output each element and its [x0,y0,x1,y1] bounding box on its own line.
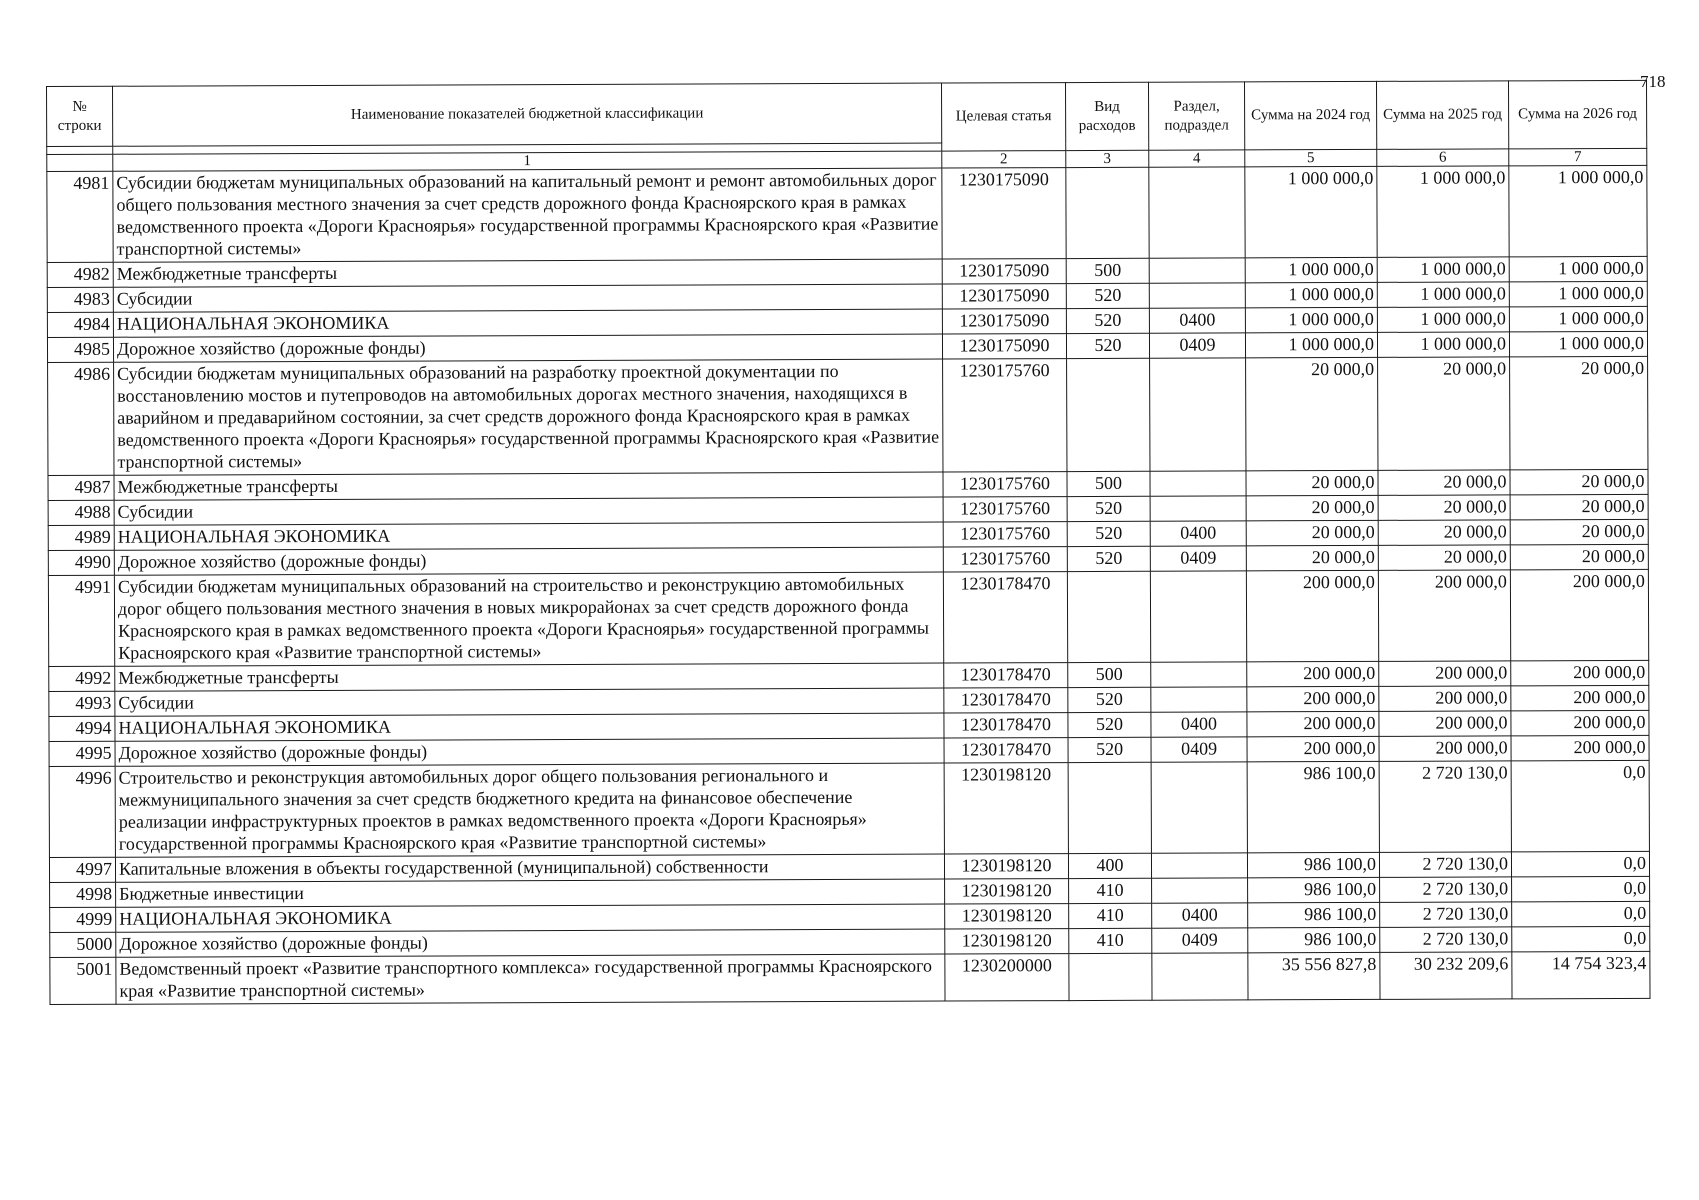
table-row [50,951,1650,1004]
row-target-code: 1230175760 [943,497,1067,522]
row-name: НАЦИОНАЛЬНАЯ ЭКОНОМИКА [116,904,945,932]
row-sum-2026: 200 000,0 [1511,685,1649,711]
row-name: Дорожное хозяйство (дорожные фонды) [113,334,942,362]
row-section: 0409 [1149,333,1245,358]
header-sum-2026: Сумма на 2026 год [1508,80,1646,149]
row-target-code: 1230178470 [944,738,1068,763]
row-sum-2025: 2 720 130,0 [1379,761,1511,853]
row-number: 4989 [48,525,114,550]
row-sum-2024: 200 000,0 [1247,686,1379,712]
row-sum-2026: 200 000,0 [1510,569,1648,661]
row-kind: 520 [1067,496,1150,521]
row-sum-2024: 20 000,0 [1246,470,1378,496]
row-sum-2026: 1 000 000,0 [1509,281,1647,307]
row-sum-2024: 1 000 000,0 [1245,166,1377,258]
row-kind: 410 [1069,928,1152,953]
row-kind: 520 [1067,546,1150,571]
row-name: Ведомственный проект «Развитие транспортного комплекса» государственной программы Красноярского края «Развитие транспортной системы» [116,954,945,1004]
row-number: 4992 [49,666,115,691]
row-sum-2025: 1 000 000,0 [1377,257,1509,283]
row-name: Субсидии [114,497,943,525]
row-sum-2025: 30 232 209,6 [1380,952,1512,1000]
row-name: Субсидии бюджетам муниципальных образований на капитальный ремонт и ремонт автомобильных дорог общего пользования местного значения за счет средств дорожного фонда Красноярского края в рамках ведомственного проекта «Дороги Красноярья» государственной программы Красноярского края «Развитие транспортной системы» [113,168,942,262]
row-number: 4981 [47,171,113,262]
row-target-code: 1230198120 [945,879,1069,904]
row-kind: 520 [1068,687,1151,712]
row-kind: 520 [1066,308,1149,333]
row-sum-2024: 1 000 000,0 [1245,257,1377,283]
row-sum-2024: 20 000,0 [1246,520,1378,546]
row-section [1150,471,1246,496]
row-name: НАЦИОНАЛЬНАЯ ЭКОНОМИКА [114,522,943,550]
row-kind [1068,762,1151,853]
row-sum-2024: 1 000 000,0 [1245,332,1377,358]
row-sum-2024: 1 000 000,0 [1245,282,1377,308]
row-target-code: 1230175090 [942,284,1066,309]
table-row [47,165,1647,262]
row-section: 0400 [1152,903,1248,928]
row-sum-2025: 200 000,0 [1379,711,1511,737]
row-target-code: 1230178470 [943,572,1067,663]
row-sum-2024: 200 000,0 [1247,711,1379,737]
row-sum-2024: 200 000,0 [1247,661,1379,687]
row-kind: 500 [1066,258,1149,283]
row-sum-2024: 35 556 827,8 [1248,952,1380,1000]
row-kind: 520 [1068,712,1151,737]
row-number: 4986 [48,362,114,475]
row-section: 0409 [1150,546,1246,571]
row-section: 0400 [1151,712,1247,737]
row-sum-2025: 1 000 000,0 [1377,307,1509,333]
row-sum-2025: 20 000,0 [1378,520,1510,546]
row-target-code: 1230178470 [944,713,1068,738]
row-sum-2026: 0,0 [1512,901,1650,927]
row-section [1152,953,1248,1000]
row-name: Дорожное хозяйство (дорожные фонды) [115,738,944,766]
row-target-code: 1230175760 [943,522,1067,547]
row-kind: 520 [1068,737,1151,762]
row-number: 4998 [50,882,116,907]
row-section [1150,571,1246,662]
row-section [1149,258,1245,283]
row-target-code: 1230200000 [945,954,1069,1001]
row-target-code: 1230198120 [944,763,1068,854]
row-kind: 500 [1068,662,1151,687]
row-sum-2026: 0,0 [1512,926,1650,952]
column-number: 6 [1377,149,1509,167]
row-number: 5001 [50,957,116,1004]
row-sum-2024: 20 000,0 [1246,495,1378,521]
header-section: Раздел, подраздел [1148,82,1244,150]
row-sum-2024: 986 100,0 [1248,927,1380,953]
row-number: 4993 [49,691,115,716]
row-sum-2025: 2 720 130,0 [1380,877,1512,903]
column-number [47,154,113,171]
row-number: 4984 [47,312,113,337]
row-name: Субсидии бюджетам муниципальных образований на строительство и реконструкцию автомобильных дорог общего пользования местного значения в новых микрорайонах за счет средств дорожного фонда Красноярского края в рамках ведомственного проекта «Дороги Красноярья» государственной программы Красноярского края «Развитие транспортной системы» [114,572,943,666]
row-name: Капитальные вложения в объекты государственной (муниципальной) собственности [115,854,944,882]
row-sum-2025: 1 000 000,0 [1377,282,1509,308]
row-name: Межбюджетные трансферты [115,663,944,691]
row-name: Дорожное хозяйство (дорожные фонды) [116,929,945,957]
table-row [48,356,1648,475]
row-sum-2026: 20 000,0 [1510,544,1648,570]
budget-table [46,80,1651,1005]
row-sum-2026: 20 000,0 [1510,519,1648,545]
row-section [1152,878,1248,903]
row-number: 4987 [48,475,114,500]
row-target-code: 1230175090 [942,168,1066,259]
row-number: 4995 [49,741,115,766]
row-kind: 410 [1069,878,1152,903]
header-sum-2025: Сумма на 2025 год [1376,81,1508,150]
row-sum-2024: 986 100,0 [1248,902,1380,928]
row-number: 4988 [48,500,114,525]
row-target-code: 1230175090 [942,309,1066,334]
row-sum-2025: 20 000,0 [1378,495,1510,521]
row-sum-2025: 200 000,0 [1379,661,1511,687]
header-name: Наименование показателей бюджетной классификации [113,83,942,146]
header-target: Целевая статья [941,83,1065,151]
row-sum-2025: 20 000,0 [1378,357,1510,471]
row-sum-2024: 986 100,0 [1248,877,1380,903]
row-target-code: 1230178470 [944,688,1068,713]
row-sum-2026: 1 000 000,0 [1509,256,1647,282]
row-number: 4994 [49,716,115,741]
row-sum-2025: 200 000,0 [1379,686,1511,712]
table-row [48,569,1648,666]
row-sum-2024: 200 000,0 [1246,570,1378,662]
row-sum-2024: 200 000,0 [1247,736,1379,762]
row-sum-2026: 1 000 000,0 [1509,331,1647,357]
row-target-code: 1230198120 [944,854,1068,879]
row-sum-2025: 20 000,0 [1378,545,1510,571]
row-name: НАЦИОНАЛЬНАЯ ЭКОНОМИКА [113,309,942,337]
row-section: 0409 [1151,737,1247,762]
row-sum-2026: 200 000,0 [1511,710,1649,736]
row-sum-2026: 200 000,0 [1511,735,1649,761]
row-sum-2024: 986 100,0 [1247,852,1379,878]
row-target-code: 1230175760 [943,472,1067,497]
row-target-code: 1230178470 [944,663,1068,688]
row-sum-2026: 0,0 [1511,851,1649,877]
table-row [49,760,1649,857]
row-section [1149,283,1245,308]
page-number: 718 [1640,72,1666,91]
row-kind [1067,358,1150,471]
row-name: Межбюджетные трансферты [113,259,942,287]
header-spacer [47,146,113,154]
row-section: 0400 [1149,308,1245,333]
row-sum-2026: 0,0 [1512,876,1650,902]
row-name: Субсидии бюджетам муниципальных образований на разработку проектной документации по восстановлению мостов и путепроводов на автомобильных дорогах местного значения, находящихся в аварийном и предаварийном состоянии, за счет средств дорожного фонда Красноярского края в рамках ведомственного проекта «Дороги Красноярья» государственной программы Красноярского края «Развитие транспортной системы» [114,359,943,475]
row-name: Межбюджетные трансферты [114,472,943,500]
row-target-code: 1230175760 [943,359,1067,472]
row-section [1151,853,1247,878]
row-sum-2026: 1 000 000,0 [1509,306,1647,332]
row-kind: 520 [1066,333,1149,358]
row-sum-2026: 1 000 000,0 [1509,165,1647,257]
row-section: 0400 [1150,521,1246,546]
row-number: 4983 [47,287,113,312]
column-number: 5 [1245,149,1377,167]
row-kind: 520 [1067,521,1150,546]
column-number: 1 [113,151,942,171]
row-number: 4999 [50,907,116,932]
row-sum-2026: 20 000,0 [1510,469,1648,495]
row-name: Субсидии [115,688,944,716]
row-name: Дорожное хозяйство (дорожные фонды) [114,547,943,575]
row-target-code: 1230175090 [942,259,1066,284]
row-section [1150,358,1246,471]
row-number: 4985 [47,337,113,362]
row-number: 4982 [47,262,113,287]
row-number: 4991 [48,575,114,666]
header-sum-2024: Сумма на 2024 год [1244,81,1376,150]
row-sum-2026: 20 000,0 [1510,356,1648,470]
row-kind: 520 [1066,283,1149,308]
row-kind [1066,167,1149,258]
row-number: 4990 [48,550,114,575]
row-number: 4997 [49,857,115,882]
row-sum-2025: 2 720 130,0 [1380,927,1512,953]
row-section [1149,167,1245,258]
row-target-code: 1230198120 [945,929,1069,954]
header-row-no: № строки [47,86,113,146]
row-section [1150,496,1246,521]
row-number: 4996 [49,766,115,857]
row-kind: 500 [1067,471,1150,496]
row-target-code: 1230198120 [945,904,1069,929]
row-name: Строительство и реконструкция автомобильных дорог общего пользования регионального и межмуниципального значения за счет средств бюджетного кредита на финансовое обеспечение реализации инфраструктурных проектов в рамках ведомственного проекта «Дороги Красноярья» государственной программы Красноярского края «Развитие транспортной системы» [115,763,944,857]
row-sum-2025: 1 000 000,0 [1377,332,1509,358]
row-sum-2025: 2 720 130,0 [1379,852,1511,878]
row-section [1151,687,1247,712]
row-sum-2026: 200 000,0 [1511,660,1649,686]
row-sum-2025: 20 000,0 [1378,470,1510,496]
row-sum-2025: 200 000,0 [1379,736,1511,762]
row-sum-2024: 1 000 000,0 [1245,307,1377,333]
row-section [1151,762,1247,853]
row-section [1151,662,1247,687]
row-kind [1069,953,1152,1000]
row-sum-2026: 20 000,0 [1510,494,1648,520]
row-sum-2025: 1 000 000,0 [1377,166,1509,258]
row-target-code: 1230175090 [942,334,1066,359]
row-sum-2024: 20 000,0 [1246,357,1378,471]
column-number: 2 [942,151,1066,168]
row-kind [1067,571,1150,662]
row-name: Бюджетные инвестиции [116,879,945,907]
row-sum-2024: 20 000,0 [1246,545,1378,571]
row-kind: 400 [1068,853,1151,878]
row-sum-2026: 0,0 [1511,760,1649,852]
row-kind: 410 [1069,903,1152,928]
budget-sheet [46,80,1651,1005]
row-number: 5000 [50,932,116,957]
header-kind: Вид расходов [1065,82,1148,150]
row-name: НАЦИОНАЛЬНАЯ ЭКОНОМИКА [115,713,944,741]
column-number: 7 [1509,148,1647,166]
row-name: Субсидии [113,284,942,312]
row-sum-2026: 14 754 323,4 [1512,951,1650,999]
row-section: 0409 [1152,928,1248,953]
column-number: 3 [1066,150,1149,167]
row-sum-2024: 986 100,0 [1247,761,1379,853]
column-number: 4 [1149,150,1245,167]
row-sum-2025: 2 720 130,0 [1380,902,1512,928]
row-target-code: 1230175760 [943,547,1067,572]
row-sum-2025: 200 000,0 [1378,570,1510,662]
